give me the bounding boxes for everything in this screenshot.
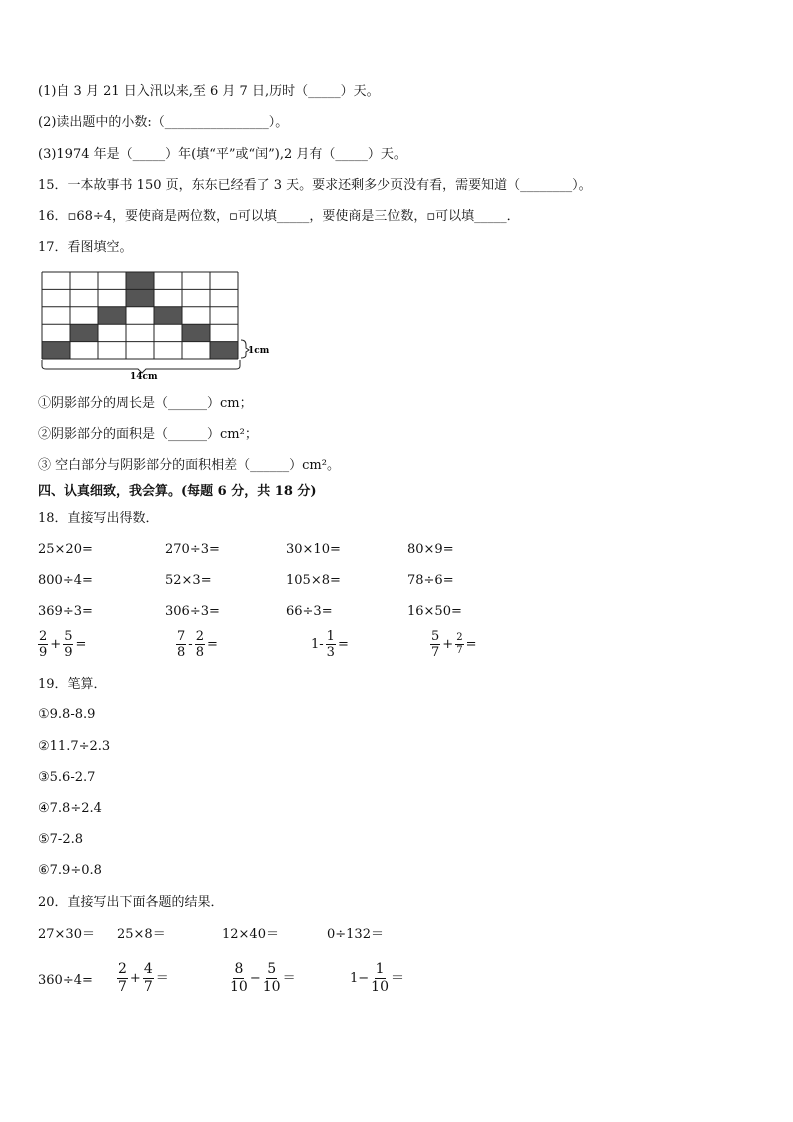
q18-item: 66÷3= [286, 604, 333, 619]
section-4-heading: 四、认真细致，我会算。(每题 6 分，共 18 分) [38, 484, 317, 499]
q18-item: 369÷3= [38, 604, 93, 619]
q18-item: 25×20= [38, 542, 93, 557]
q18-item: 52×3= [165, 573, 212, 588]
q18-fraction-3: 1- $\frac{1}{3}$ = [311, 629, 349, 660]
q18-item: 16×50= [407, 604, 462, 619]
q17-part-2: ②阴影部分的面积是（______）cm²； [38, 427, 258, 442]
q20-item: 12×40＝ [222, 927, 279, 942]
q18-item: 800÷4= [38, 573, 93, 588]
shaded-cell [70, 324, 98, 341]
q19-item: ④7.8÷2.4 [38, 801, 102, 816]
q14-part-3: (3)1974 年是（_____）年(填“平”或“闰”),2 月有（_____）天。 [38, 147, 407, 162]
q20-item: 25×8＝ [117, 927, 166, 942]
q19-item: ③5.6-2.7 [38, 770, 96, 785]
shaded-cell [126, 289, 154, 306]
q18-item: 78÷6= [407, 573, 454, 588]
question-17: 17．看图填空。 [38, 240, 133, 255]
question-16: 16．▫68÷4，要使商是两位数，▫可以填_____，要使商是三位数，▫可以填_____． [38, 209, 520, 224]
width-label: 14cm [130, 372, 158, 380]
q19-item: ⑥7.9÷0.8 [38, 863, 102, 878]
q18-item: 306÷3= [165, 604, 220, 619]
q20-item: 360÷4= [38, 973, 93, 988]
q20-fraction-1: $\frac{2}{7}$ + $\frac{4}{7}$ ＝ [118, 961, 169, 995]
q20-item: 0÷132＝ [327, 927, 384, 942]
q18-fraction-1: $\frac{2}{9}$ + $\frac{5}{9}$ = [39, 629, 87, 660]
shaded-cell [210, 342, 238, 359]
q20-item: 27×30＝ [38, 927, 95, 942]
q18-item: 270÷3= [165, 542, 220, 557]
question-15: 15．一本故事书 150 页，东东已经看了 3 天。要求还剩多少页没有看，需要知道（________）。 [38, 178, 592, 193]
question-20: 20．直接写出下面各题的结果． [38, 895, 224, 910]
q18-item: 80×9= [407, 542, 454, 557]
question-19: 19．笔算． [38, 677, 107, 692]
q17-part-3: ③ 空白部分与阴影部分的面积相差（______）cm²。 [38, 458, 340, 473]
q14-part-1: (1)自 3 月 21 日入汛以来,至 6 月 7 日,历时（_____）天。 [38, 84, 380, 99]
shaded-cell [126, 272, 154, 289]
q18-fraction-2: $\frac{7}{8}$ - $\frac{2}{8}$ = [177, 629, 218, 660]
q19-item: ①9.8-8.9 [38, 707, 96, 722]
shaded-cell [182, 324, 210, 341]
q19-item: ⑤7-2.8 [38, 832, 83, 847]
question-18: 18．直接写出得数． [38, 511, 159, 526]
q20-fraction-3: 1− $\frac{1}{10}$ ＝ [350, 961, 405, 995]
q18-fraction-4: $\frac{5}{7}$ + $\frac{2}{7}$ = [431, 629, 477, 660]
shaded-cell [154, 307, 182, 324]
grid-figure [38, 270, 278, 380]
q14-part-2: (2)读出题中的小数:（________________）。 [38, 115, 289, 130]
q18-item: 30×10= [286, 542, 341, 557]
shaded-cell [98, 307, 126, 324]
q20-fraction-2: $\frac{8}{10}$ − $\frac{5}{10}$ ＝ [230, 961, 296, 995]
shaded-cell [42, 342, 70, 359]
height-label: 1cm [248, 346, 270, 356]
q19-item: ②11.7÷2.3 [38, 739, 111, 754]
q18-item: 105×8= [286, 573, 341, 588]
q17-part-1: ①阴影部分的周长是（______）cm； [38, 396, 253, 411]
